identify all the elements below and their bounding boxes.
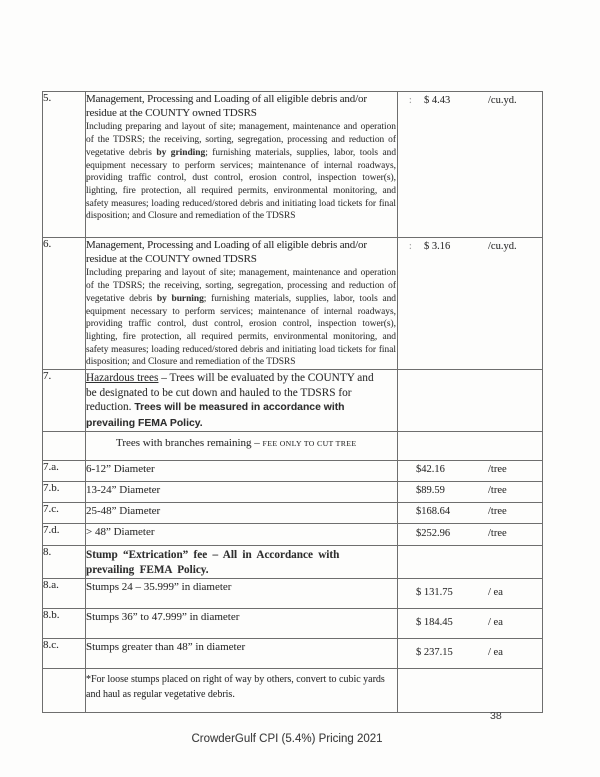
item-description bbox=[86, 579, 398, 609]
item-price bbox=[398, 609, 543, 639]
item-number: 8. bbox=[43, 546, 86, 579]
text-segment: Stumps 24 – 35.999” in diameter bbox=[86, 581, 232, 594]
description-block bbox=[86, 669, 397, 702]
item-description bbox=[86, 639, 398, 669]
item-number: 7.c. bbox=[43, 503, 86, 524]
description-block bbox=[86, 503, 397, 517]
text-segment: Management, Processing and Loading of all eligible debris and/or residue at the COUNTY owned TDSRS bbox=[86, 239, 367, 266]
item-description bbox=[86, 482, 398, 503]
price-amount: $ 237.15 bbox=[416, 646, 453, 658]
item-price bbox=[398, 546, 543, 579]
table-row bbox=[43, 609, 543, 639]
price-unit: /cu.yd. bbox=[488, 95, 517, 106]
text-segment: Stumps 36” to 47.999” in diameter bbox=[86, 611, 240, 624]
text-segment: by grinding bbox=[156, 147, 206, 158]
pricing-table bbox=[42, 91, 543, 713]
item-price bbox=[398, 92, 543, 238]
table-row bbox=[43, 238, 543, 370]
table-row bbox=[43, 92, 543, 238]
price-group bbox=[398, 241, 542, 255]
price-amount: $168.64 bbox=[416, 506, 451, 518]
item-number: 5. bbox=[43, 92, 86, 238]
table-row bbox=[43, 482, 543, 503]
text-segment: ; furnishing materials, supplies, labor, tools and equipment necessary to perform services; maintenance of internal roadways, providing traffic control, dust control, erosion control, inspection tower(s), lighting, fire protection, all required permits, environmental monitoring, and safety measures; loading reduced/stored debris and initiating load tickets for final disposition; and Closure and remediation of the TDSRS bbox=[86, 147, 397, 222]
description-block bbox=[86, 609, 397, 623]
table-row bbox=[43, 639, 543, 669]
price-amount: $42.16 bbox=[416, 464, 445, 476]
text-segment: Including preparing and layout of site; management, maintenance and operation of the TDSRS; the receiving, sorting, segregation, processing and reduction of vegetative debris bbox=[86, 122, 396, 158]
item-description bbox=[86, 609, 398, 639]
price-group bbox=[398, 647, 542, 661]
text-segment: Stump “Extrication” fee – All in Accordance with prevailing FEMA Policy. bbox=[86, 549, 340, 577]
faint-colon-mark: : bbox=[409, 95, 412, 106]
price-unit: /tree bbox=[488, 527, 507, 539]
price-unit: /tree bbox=[488, 464, 507, 476]
item-price bbox=[398, 461, 543, 482]
item-number: 8.c. bbox=[43, 639, 86, 669]
text-segment: 25-48” Diameter bbox=[86, 505, 161, 518]
table-row bbox=[43, 432, 543, 461]
price-unit: /cu.yd. bbox=[488, 241, 517, 252]
text-segment: Trees will be measured in accordance with prevailing FEMA Policy. bbox=[86, 402, 345, 429]
price-group bbox=[398, 528, 542, 542]
item-description bbox=[86, 370, 398, 432]
item-number: 6. bbox=[43, 238, 86, 370]
item-description bbox=[86, 92, 398, 238]
document-footer-title: CrowderGulf CPI (5.4%) Pricing 2021 bbox=[191, 733, 383, 745]
table-row bbox=[43, 503, 543, 524]
item-number: 7.a. bbox=[43, 461, 86, 482]
description-block bbox=[86, 524, 397, 538]
description-block bbox=[86, 639, 397, 653]
item-price bbox=[398, 524, 543, 546]
table-row bbox=[43, 669, 543, 713]
item-price bbox=[398, 503, 543, 524]
text-segment: > 48” Diameter bbox=[86, 526, 155, 539]
price-amount: $252.96 bbox=[416, 527, 451, 539]
price-group bbox=[398, 485, 542, 499]
price-unit: /tree bbox=[488, 506, 507, 518]
item-number: 7.d. bbox=[43, 524, 86, 546]
item-description bbox=[86, 524, 398, 546]
price-group bbox=[398, 587, 542, 601]
price-amount: $ 3.16 bbox=[424, 241, 451, 252]
item-description bbox=[86, 546, 398, 579]
item-price bbox=[398, 432, 543, 461]
item-description bbox=[86, 238, 398, 370]
item-price bbox=[398, 639, 543, 669]
text-segment: Including preparing and layout of site; management, maintenance and operation of the TDSRS; the receiving, sorting, segregation, processing and reduction of vegetative debris bbox=[86, 268, 396, 304]
description-block bbox=[86, 92, 397, 120]
item-number bbox=[43, 432, 86, 461]
item-description bbox=[86, 503, 398, 524]
text-segment: by burning bbox=[156, 293, 204, 304]
price-amount: $89.59 bbox=[416, 485, 445, 497]
text-segment: – Trees will be evaluated by the COUNTY and be designated to be cut down and hauled to the TDSRS for reduction. bbox=[86, 372, 374, 414]
text-segment: 13-24” Diameter bbox=[86, 484, 161, 497]
description-block bbox=[86, 121, 397, 223]
item-description bbox=[86, 432, 398, 461]
price-group bbox=[398, 95, 542, 109]
item-description bbox=[86, 669, 398, 713]
description-block bbox=[86, 238, 397, 266]
description-block bbox=[86, 546, 397, 578]
item-number: 7. bbox=[43, 370, 86, 432]
price-group bbox=[398, 617, 542, 631]
price-amount: $ 4.43 bbox=[424, 95, 451, 106]
price-group bbox=[398, 464, 542, 478]
text-segment: 6-12” Diameter bbox=[86, 463, 155, 476]
price-unit: / ea bbox=[488, 646, 503, 658]
item-number bbox=[43, 669, 86, 713]
item-price bbox=[398, 669, 543, 713]
item-price bbox=[398, 370, 543, 432]
price-amount: $ 131.75 bbox=[416, 586, 453, 598]
description-block bbox=[86, 370, 397, 431]
description-block bbox=[86, 579, 397, 593]
text-segment: ; furnishing materials, supplies, labor, tools and equipment necessary to perform services; maintenance of internal roadways, providing traffic control, dust control, erosion control, inspection tower(s), lighting, fire protection, all required permits, environmental monitoring, and safety measures; loading reduced/stored debris and initiating load tickets for final disposition; and Closure and remediation of the TDSRS bbox=[86, 293, 396, 368]
page-number: 38 bbox=[490, 710, 502, 722]
description-block bbox=[86, 432, 397, 449]
table-row bbox=[43, 524, 543, 546]
price-unit: / ea bbox=[488, 586, 503, 598]
table-row bbox=[43, 546, 543, 579]
text-segment: Management, Processing and Loading of all eligible debris and/or residue at the COUNTY owned TDSRS bbox=[86, 93, 367, 120]
item-number: 7.b. bbox=[43, 482, 86, 503]
description-block bbox=[86, 482, 397, 496]
item-description bbox=[86, 461, 398, 482]
description-block bbox=[86, 267, 397, 369]
text-segment: Stumps greater than 48” in diameter bbox=[86, 641, 246, 654]
item-price bbox=[398, 482, 543, 503]
price-group bbox=[398, 506, 542, 520]
table-row bbox=[43, 370, 543, 432]
pricing-table-body bbox=[43, 92, 543, 713]
text-segment: *For loose stumps placed on right of way by others, convert to cubic yards and haul as regular vegetative debris. bbox=[86, 674, 385, 700]
description-block bbox=[86, 461, 397, 475]
price-amount: $ 184.45 bbox=[416, 616, 453, 628]
item-price bbox=[398, 579, 543, 609]
faint-colon-mark: : bbox=[409, 241, 412, 252]
price-unit: / ea bbox=[488, 616, 503, 628]
text-segment: Hazardous trees bbox=[86, 372, 159, 385]
table-row bbox=[43, 579, 543, 609]
item-number: 8.b. bbox=[43, 609, 86, 639]
text-segment: Trees with branches remaining – bbox=[116, 437, 263, 450]
price-unit: /tree bbox=[488, 485, 507, 497]
text-segment: FEE ONLY TO CUT TREE bbox=[262, 439, 357, 449]
item-price bbox=[398, 238, 543, 370]
item-number: 8.a. bbox=[43, 579, 86, 609]
table-row bbox=[43, 461, 543, 482]
